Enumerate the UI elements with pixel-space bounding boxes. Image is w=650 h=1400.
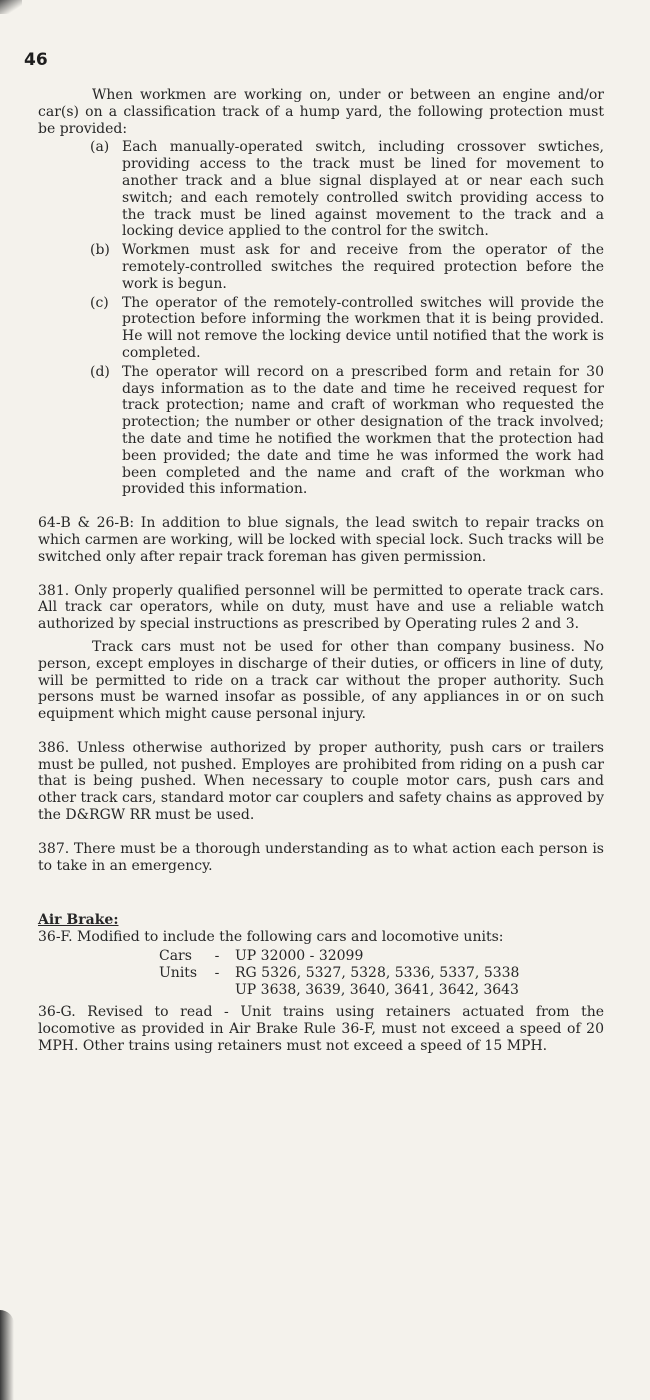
list-item-b [90, 242, 604, 292]
intro-paragraph: When workmen are working on, under or between an engine and/or car(s) on a classification track of a hump yard, the following protection must be provided: [38, 87, 604, 137]
list-item-a [90, 139, 604, 240]
units-label: Units [159, 964, 198, 981]
paragraph-386: 386. Unless otherwise authorized by proper authority, push cars or trailers must be pulled, not pushed. Employes are prohibited from riding on a push car that is being pushed. When necessary to couple motor cars, push cars and other track cars, standard motor car couplers and safety chains as approved by the D&RGW RR must be used. [38, 739, 605, 824]
list-item-d [90, 364, 604, 498]
section-heading-air-brake: Air Brake: [38, 912, 119, 929]
page-corner-shadow [0, 0, 22, 14]
list-label: (b) [90, 242, 110, 259]
separator: - [214, 948, 220, 965]
equipment-row-units [159, 965, 604, 999]
list-label: (a) [90, 139, 110, 156]
equipment-row-cars [159, 948, 604, 965]
paragraph-381-track-cars: Track cars must not be used for other than company business. No person, except employes in discharge of their duties, or officers in line of duty, will be permitted to ride on a track car without the proper authority. Such persons must be warned insofar as possible, of any appliances in or on such equipment which might cause personal injury. [38, 638, 604, 723]
page-content [38, 87, 604, 1055]
paragraph-36g: 36-G. Revised to read - Unit trains using retainers actuated from the locomotive as provided in Air Brake Rule 36-F, must not exceed a speed of 20 MPH. Other trains using retainers must not exceed a speed of 15 MPH. [38, 1004, 604, 1055]
list-text: The operator of the remotely-controlled switches will provide the protection before informing the workmen that it is being provided. He will not remove the locking device until notified that the work is completed. [122, 294, 604, 361]
paragraph-36f: 36-F. Modified to include the following cars and locomotive units: [38, 929, 504, 946]
list-item-c [90, 295, 604, 362]
page-edge-shadow [0, 1310, 14, 1400]
list-label: (c) [90, 294, 109, 311]
cars-label: Cars [159, 948, 192, 965]
list-text: The operator will record on a prescribed form and retain for 30 days information as to the date and time he received request for track protection; name and craft of workman who requested the protection; the number or other designation of the track involved; the date and time he notified the workmen that the protection had been provided; the date and time he was informed the work had been completed and the name and craft of the workman who provided this information. [122, 363, 604, 498]
units-value-line-2: UP 3638, 3639, 3640, 3641, 3642, 3643 [235, 981, 519, 998]
units-value [235, 965, 604, 999]
page-number: 46 [24, 50, 48, 70]
cars-value: UP 32000 - 32099 [235, 948, 364, 965]
units-value-line-1: RG 5326, 5327, 5328, 5336, 5337, 5338 [235, 964, 520, 981]
list-text: Workmen must ask for and receive from the operator of the remotely-controlled switches the required protection before the work is begun. [122, 242, 604, 292]
paragraph-381: 381. Only properly qualified personnel will be permitted to operate track cars. All track car operators, while on duty, must have and use a reliable watch authorized by special instructions as prescribed by Operating rules 2 and 3. [38, 582, 604, 633]
paragraph-64b: 64-B & 26-B: In addition to blue signals, the lead switch to repair tracks on which carmen are working, will be locked with special lock. Such tracks will be switched only after repair track foreman has given permission. [38, 515, 604, 565]
separator: - [214, 964, 220, 981]
equipment-list [159, 948, 604, 998]
list-label: (d) [90, 363, 110, 380]
list-text: Each manually-operated switch, including crossover swtiches, providing access to the track must be lined for movement to another track and a blue signal displayed at or near each such switch; and each remotely controlled switch providing access to the track must be lined against movement to the track and a locking device applied to the control for the switch. [122, 139, 604, 240]
paragraph-387: 387. There must be a thorough understanding as to what action each person is to take in an emergency. [38, 840, 604, 874]
